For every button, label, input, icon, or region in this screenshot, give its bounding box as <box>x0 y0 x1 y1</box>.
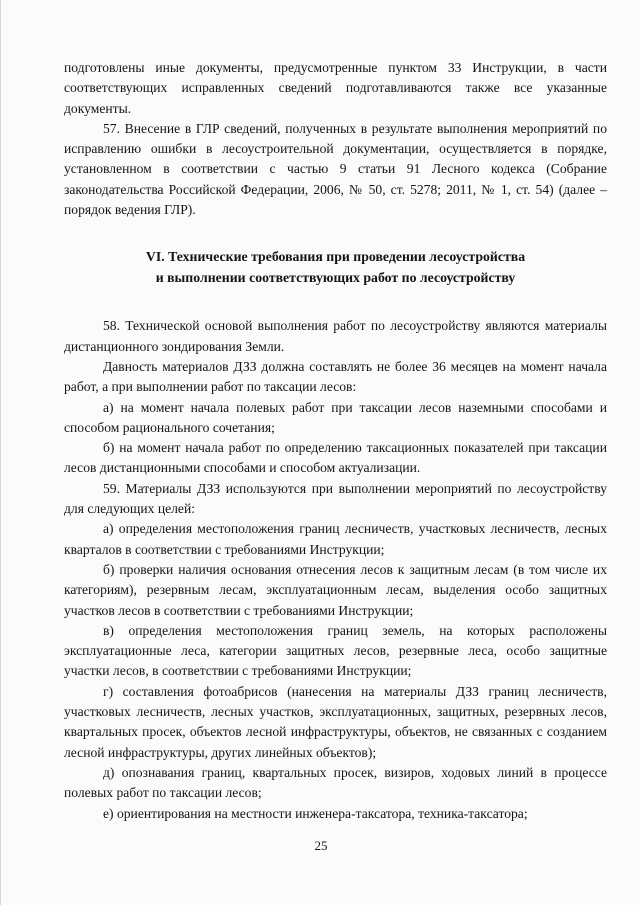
section-heading-line-2: и выполнении соответствующих работ по лесоустройству <box>155 270 516 286</box>
page-number: 25 <box>314 838 328 853</box>
paragraph-58: 58. Технической основой выполнения работ по лесоустройству являются материалы дистанционного зондирования Земли. <box>64 318 607 354</box>
page-body <box>64 58 607 824</box>
section-heading <box>64 246 607 288</box>
section-heading-line-1: VI. Технические требования при проведении лесоустройства <box>145 249 526 265</box>
paragraph-continuation: подготовлены иные документы, предусмотренные пунктом 33 Инструкции, в части соответствующих исправленных сведений подготавливаются также все указанные документы. <box>64 60 607 116</box>
list-item-g-photo: г) составления фотоабрисов (нанесения на материалы ДЗЗ границ лесничеств, участковых лесничеств, лесных участков, эксплуатационных, защитных, резервных лесов, квартальных просек, объектов лесной инфраструктуры, объектов, не связанных с созданием лесной инфраструктуры, других линейных объектов); <box>64 683 607 760</box>
list-item-v-lands: в) определения местоположения границ земель, на которых расположены эксплуатационные леса, категории защитных лесов, резервные леса, особо защитные участки лесов, в соответствии с требованиями Инструкции; <box>64 622 607 679</box>
list-item-e-orientation: е) ориентирования на местности инженера-таксатора, техника-таксатора; <box>103 805 528 821</box>
list-item-b-protective: б) проверки наличия основания отнесения лесов к защитным лесам (в том числе их категориям), резервным лесам, эксплуатационным лесам, выделения особо защитных участков лесов в соответствии с требованиями Инструкции; <box>64 561 607 618</box>
paragraph-57: 57. Внесение в ГЛР сведений, полученных в результате выполнения мероприятий по исправлению ошибки в лесоустроительной документации, осуществляется в порядке, установленном в соответствии с частью 9 статьи 91 Лесного кодекса (Собрание законодательства Российской Федерации, 2006, № 50, ст. 5278; 2011, № 1, ст. 54) (далее – порядок ведения ГЛР). <box>64 120 607 218</box>
list-item-b-remote: б) на момент начала работ по определению таксационных показателей при таксации лесов дистанционными способами и способом актуализации. <box>64 440 607 476</box>
list-item-a-ground: а) на момент начала полевых работ при таксации лесов наземными способами и способом рационального сочетания; <box>64 399 607 435</box>
paragraph-dzz-age: Давность материалов ДЗЗ должна составлять не более 36 месяцев на момент начала работ, а при выполнении работ по таксации лесов: <box>64 358 607 395</box>
list-item-a-boundaries: а) определения местоположения границ лесничеств, участковых лесничеств, лесных кварталов в соответствии с требованиями Инструкции; <box>64 521 607 557</box>
list-item-d-identification: д) опознавания границ, квартальных просек, визиров, ходовых линий в процессе полевых работ по таксации лесов; <box>64 764 607 801</box>
paragraph-59: 59. Материалы ДЗЗ используются при выполнении мероприятий по лесоустройству для следующих целей: <box>64 480 607 517</box>
